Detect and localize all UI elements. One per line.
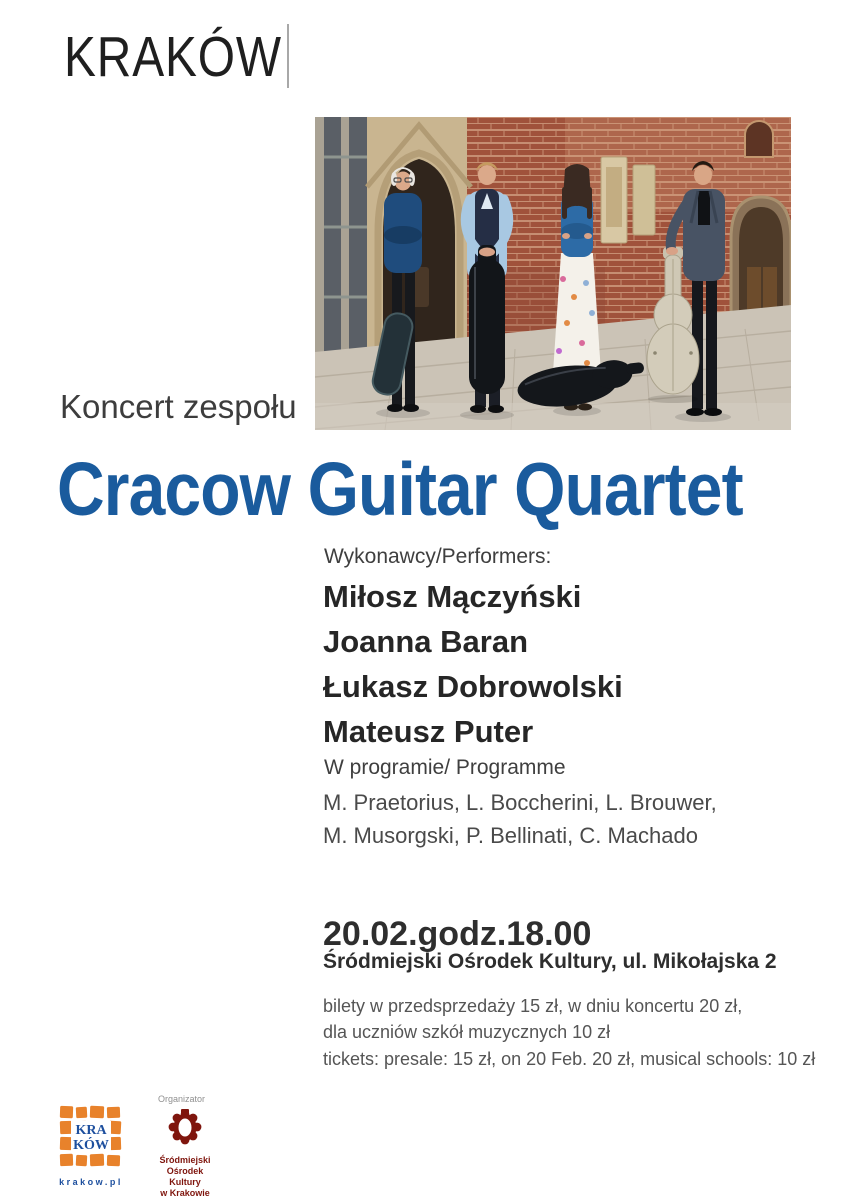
krakow-city-logo — [58, 1104, 124, 1187]
performers-heading: Wykonawcy/Performers: — [324, 545, 552, 568]
organizer-name-line: w Krakowie — [160, 1188, 210, 1198]
programme-heading: W programie/ Programme — [324, 756, 566, 779]
tickets-pl-line: bilety w przedsprzedaży 15 zł, w dniu koncertu 20 zł, — [323, 996, 743, 1016]
organizer-name — [150, 1155, 220, 1199]
performer-name: Miłosz Mączyński — [323, 579, 582, 614]
event-datetime: 20.02.godz.18.00 — [323, 915, 592, 953]
performer-name: Mateusz Puter — [323, 714, 534, 749]
concert-intro: Koncert zespołu — [60, 388, 297, 425]
organizer-label: Organizator — [158, 1094, 206, 1104]
programme-line: M. Musorgski, P. Bellinati, C. Machado — [323, 823, 698, 848]
krakow-logo-text-bottom: KÓW — [73, 1138, 109, 1153]
krakow-logo-url: krakow.pl — [59, 1177, 123, 1187]
quartet-photo — [315, 117, 791, 430]
krakow-mosaic-icon — [58, 1104, 124, 1170]
krakow-logo-text-top: KRA — [75, 1123, 107, 1138]
tickets-pl-line: dla uczniów szkół muzycznych 10 zł — [323, 1022, 611, 1042]
performer-name: Joanna Baran — [323, 624, 529, 659]
programme-composers — [323, 786, 717, 852]
event-venue: Śródmiejski Ośrodek Kultury, ul. Mikołajska 2 — [323, 950, 777, 973]
poster-title: Cracow Guitar Quartet — [57, 447, 743, 531]
organizer-emblem-icon — [167, 1108, 203, 1148]
performers-list — [323, 574, 623, 754]
krakow-wordmark: KRAKÓW — [64, 25, 282, 89]
organizer-block — [150, 1094, 220, 1199]
tickets-info-en: tickets: presale: 15 zł, on 20 Feb. 20 zł, musical schools: 10 zł — [323, 1049, 816, 1069]
organizer-name-line: Ośrodek Kultury — [166, 1166, 204, 1187]
vertical-divider — [287, 24, 289, 88]
organizer-name-line: Śródmiejski — [159, 1155, 211, 1165]
programme-line: M. Praetorius, L. Boccherini, L. Brouwer, — [323, 790, 717, 815]
guitar-case-2 — [469, 245, 505, 394]
tickets-info-pl — [323, 993, 742, 1045]
quartet-photo-illustration — [315, 117, 791, 430]
performer-name: Łukasz Dobrowolski — [323, 669, 623, 704]
